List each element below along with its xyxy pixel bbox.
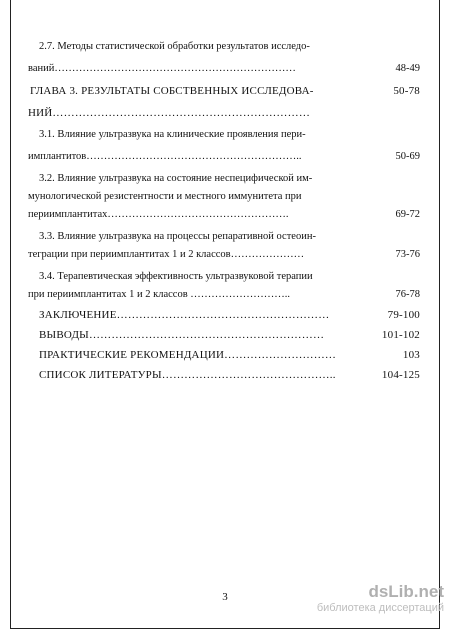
- page-number: 3: [222, 591, 228, 603]
- page-border-bottom: [10, 628, 440, 629]
- toc-line: теграции при периимплантитах 1 и 2 классов………………… 73-76: [28, 249, 420, 260]
- toc-line: ваний…………………………………………………………… 48-49: [28, 63, 420, 74]
- table-of-contents: [20, 38, 420, 381]
- toc-line: 3.3. Влияние ультразвука на процессы репаративной остеоин-: [39, 231, 316, 242]
- watermark-logo: dsLib.net: [368, 582, 444, 601]
- page-border-left: [10, 0, 11, 628]
- toc-line: ВЫВОДЫ……………………………………………………… 101-102: [39, 329, 420, 341]
- toc-line: 2.7. Методы статистической обработки результатов исследо-: [39, 41, 310, 52]
- watermark: [317, 583, 444, 615]
- toc-line: СПИСОК ЛИТЕРАТУРЫ……………………………………….. 104-125: [39, 369, 420, 381]
- toc-line: ПРАКТИЧЕСКИЕ РЕКОМЕНДАЦИИ………………………… 103: [39, 349, 420, 361]
- toc-line: имплантитов…………………………………………………….. 50-69: [28, 151, 420, 162]
- toc-line: 3.1. Влияние ультразвука на клинические проявления пери-: [39, 129, 306, 140]
- watermark-subtitle: библиотека диссертаций: [316, 602, 444, 614]
- toc-line: 3.4. Терапевтическая эффективность ультразвуковой терапии: [39, 271, 313, 282]
- toc-line: ЗАКЛЮЧЕНИЕ………………………………………………… 79-100: [39, 309, 420, 321]
- toc-line: ГЛАВА 3. РЕЗУЛЬТАТЫ СОБСТВЕННЫХ ИССЛЕДОВА- 50-78: [30, 85, 420, 97]
- page-border-right: [439, 0, 440, 628]
- toc-line: НИЙ……………………………………………………………: [28, 107, 311, 119]
- toc-line: 3.2. Влияние ультразвука на состояние неспецифической им-: [39, 173, 313, 184]
- toc-line: при периимплантитах 1 и 2 классов ……………………….. 76-78: [28, 289, 420, 300]
- toc-line: мунологической резистентности и местного иммунитета при: [28, 191, 302, 202]
- toc-line: периимплантитах……………………………………………. 69-72: [28, 209, 420, 220]
